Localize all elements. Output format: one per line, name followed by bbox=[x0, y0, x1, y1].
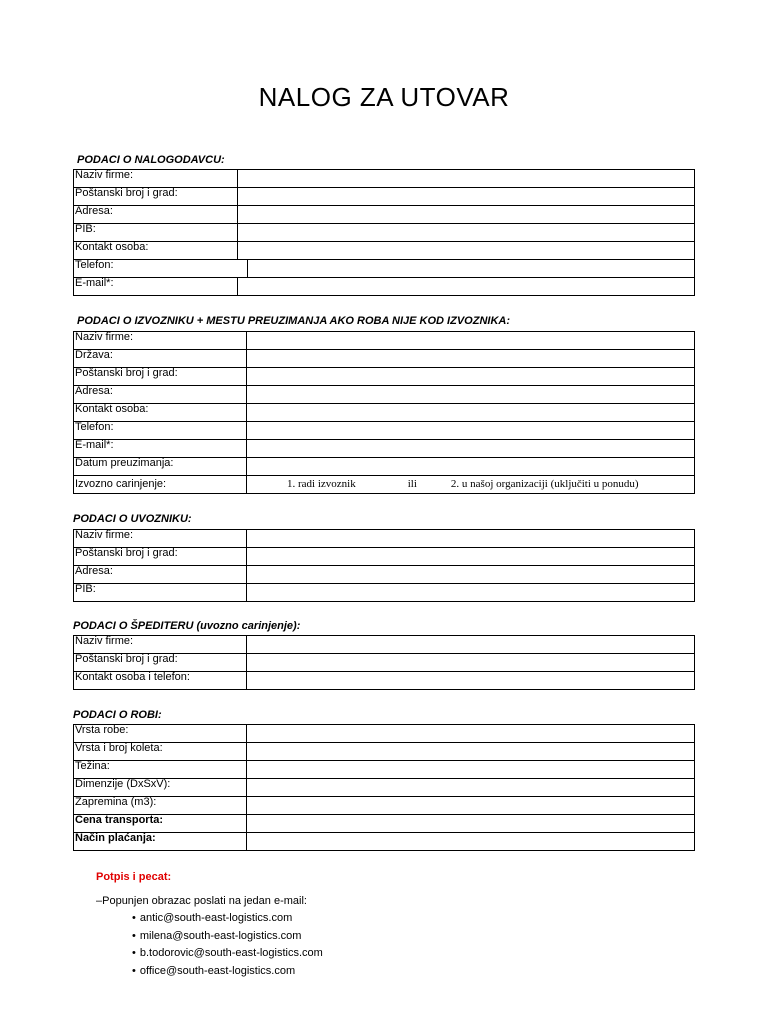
field-value[interactable] bbox=[247, 566, 695, 584]
field-label: Kontakt osoba: bbox=[74, 404, 247, 422]
field-label: Adresa: bbox=[74, 206, 238, 224]
table-row bbox=[74, 761, 695, 779]
field-label: E-mail*: bbox=[74, 278, 238, 296]
field-label: Datum preuzimanja: bbox=[74, 458, 247, 476]
document-title: NALOG ZA UTOVAR bbox=[258, 82, 510, 112]
clearance-option-us[interactable]: 2. u našoj organizaciji (uključiti u ponudu) bbox=[450, 478, 639, 490]
table-row bbox=[74, 833, 695, 851]
field-value[interactable] bbox=[247, 422, 695, 440]
field-value[interactable] bbox=[247, 440, 695, 458]
field-value[interactable] bbox=[247, 584, 695, 602]
section-heading-uvoznik: PODACI O UVOZNIKU: bbox=[73, 513, 192, 525]
field-label: Težina: bbox=[74, 761, 247, 779]
field-label: Kontakt osoba: bbox=[74, 242, 238, 260]
roba-table bbox=[73, 724, 695, 851]
table-row bbox=[74, 350, 695, 368]
field-value[interactable] bbox=[247, 404, 695, 422]
field-value[interactable] bbox=[238, 260, 695, 278]
clearance-options bbox=[247, 476, 695, 494]
field-value[interactable] bbox=[247, 725, 695, 743]
field-label: Država: bbox=[74, 350, 247, 368]
email-link[interactable]: • antic@south-east-logistics.com bbox=[132, 910, 323, 928]
field-label: Kontakt osoba i telefon: bbox=[74, 672, 247, 690]
table-row bbox=[74, 548, 695, 566]
field-value[interactable] bbox=[247, 797, 695, 815]
table-row bbox=[74, 779, 695, 797]
table-row bbox=[74, 368, 695, 386]
field-label: PIB: bbox=[74, 584, 247, 602]
section-heading-nalogodavac: PODACI O NALOGODAVCU: bbox=[77, 154, 225, 166]
table-row bbox=[74, 188, 695, 206]
clearance-option-exporter[interactable]: 1. radi izvoznik bbox=[287, 478, 356, 490]
field-value[interactable] bbox=[247, 654, 695, 672]
field-value[interactable] bbox=[247, 368, 695, 386]
izvoznik-table bbox=[73, 331, 695, 494]
send-instructions: –Popunjen obrazac poslati na jedan e-mail: bbox=[96, 895, 307, 907]
field-label: Poštanski broj i grad: bbox=[74, 368, 247, 386]
field-label: Vrsta robe: bbox=[74, 725, 247, 743]
table-row bbox=[74, 654, 695, 672]
table-row bbox=[74, 672, 695, 690]
field-label: Zapremina (m3): bbox=[74, 797, 247, 815]
email-link[interactable]: • milena@south-east-logistics.com bbox=[132, 928, 323, 946]
field-value[interactable] bbox=[247, 332, 695, 350]
spediter-table bbox=[73, 635, 695, 690]
field-value[interactable] bbox=[247, 530, 695, 548]
field-value[interactable] bbox=[247, 743, 695, 761]
section-heading-roba: PODACI O ROBI: bbox=[73, 709, 162, 721]
field-label: Naziv firme: bbox=[74, 170, 238, 188]
field-value[interactable] bbox=[238, 224, 695, 242]
table-row bbox=[74, 440, 695, 458]
field-label: Poštanski broj i grad: bbox=[74, 548, 247, 566]
table-row bbox=[74, 278, 695, 296]
section-heading-izvoznik: PODACI O IZVOZNIKU + MESTU PREUZIMANJA AKO ROBA NIJE KOD IZVOZNIKA: bbox=[77, 315, 510, 327]
field-label: Adresa: bbox=[74, 386, 247, 404]
field-label: PIB: bbox=[74, 224, 238, 242]
field-value[interactable] bbox=[238, 170, 695, 188]
field-value[interactable] bbox=[247, 548, 695, 566]
email-link[interactable]: • b.todorovic@south-east-logistics.com bbox=[132, 945, 323, 963]
field-label: Naziv firme: bbox=[74, 332, 247, 350]
field-label: Poštanski broj i grad: bbox=[74, 188, 238, 206]
table-row bbox=[74, 476, 695, 494]
field-label: Cena transporta: bbox=[74, 815, 247, 833]
field-value[interactable] bbox=[247, 815, 695, 833]
field-label: Način plaćanja: bbox=[74, 833, 247, 851]
field-value[interactable] bbox=[247, 761, 695, 779]
field-label: Poštanski broj i grad: bbox=[74, 654, 247, 672]
email-list bbox=[132, 910, 323, 980]
section-heading-spediter: PODACI O ŠPEDITERU (uvozno carinjenje): bbox=[73, 620, 301, 632]
field-label: Naziv firme: bbox=[74, 636, 247, 654]
field-value[interactable] bbox=[238, 206, 695, 224]
field-label: Izvozno carinjenje: bbox=[74, 476, 247, 494]
table-row bbox=[74, 530, 695, 548]
field-value[interactable] bbox=[238, 242, 695, 260]
table-row bbox=[74, 815, 695, 833]
table-row bbox=[74, 725, 695, 743]
nalogodavac-table bbox=[73, 169, 695, 296]
table-row bbox=[74, 584, 695, 602]
field-label: E-mail*: bbox=[74, 440, 247, 458]
field-label: Telefon: bbox=[74, 422, 247, 440]
table-row bbox=[74, 797, 695, 815]
signature-label: Potpis i pecat: bbox=[96, 871, 172, 883]
field-label: Adresa: bbox=[74, 566, 247, 584]
table-row bbox=[74, 386, 695, 404]
table-row bbox=[74, 332, 695, 350]
table-row bbox=[74, 170, 695, 188]
table-row bbox=[74, 206, 695, 224]
table-row bbox=[74, 458, 695, 476]
table-row bbox=[74, 422, 695, 440]
field-value[interactable] bbox=[247, 386, 695, 404]
table-row bbox=[74, 404, 695, 422]
table-row bbox=[74, 743, 695, 761]
table-row bbox=[74, 260, 695, 278]
uvoznik-table bbox=[73, 529, 695, 602]
email-link[interactable]: • office@south-east-logistics.com bbox=[132, 963, 323, 981]
field-label: Vrsta i broj koleta: bbox=[74, 743, 247, 761]
field-value[interactable] bbox=[247, 458, 695, 476]
field-value[interactable] bbox=[247, 672, 695, 690]
field-value[interactable] bbox=[247, 350, 695, 368]
field-value[interactable] bbox=[247, 833, 695, 851]
field-value[interactable] bbox=[247, 636, 695, 654]
field-value[interactable] bbox=[238, 188, 695, 206]
table-row bbox=[74, 636, 695, 654]
field-label: Naziv firme: bbox=[74, 530, 247, 548]
table-row bbox=[74, 224, 695, 242]
field-value[interactable] bbox=[238, 278, 695, 296]
table-row bbox=[74, 566, 695, 584]
clearance-or-label: ili bbox=[407, 478, 417, 490]
field-label: Dimenzije (DxSxV): bbox=[74, 779, 247, 797]
field-label: Telefon: bbox=[74, 260, 238, 278]
table-row bbox=[74, 242, 695, 260]
field-value[interactable] bbox=[247, 779, 695, 797]
